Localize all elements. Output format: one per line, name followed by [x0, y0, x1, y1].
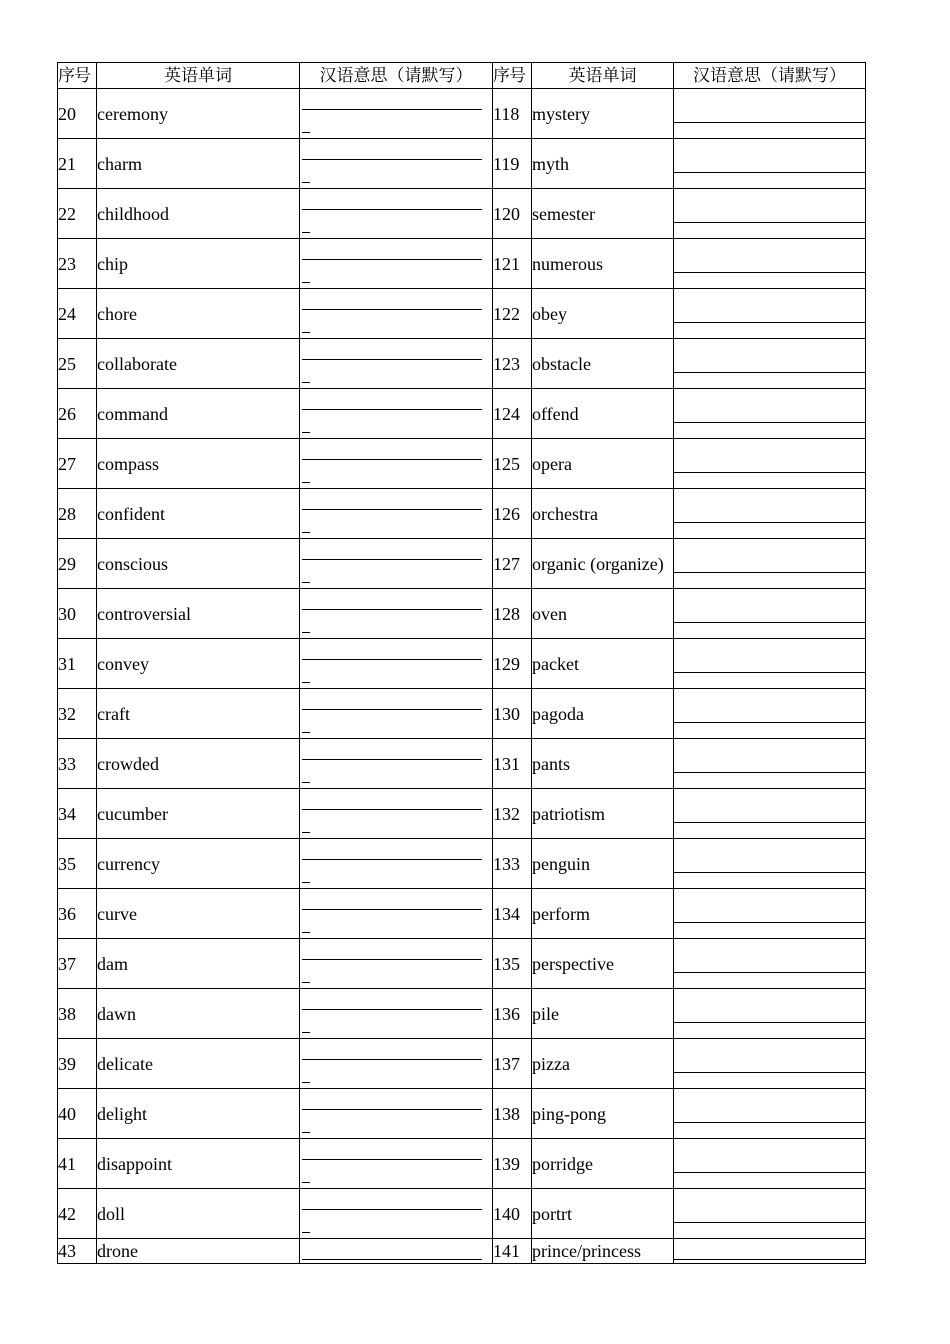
right-meaning-blank[interactable]: [674, 1239, 866, 1264]
right-number: 132: [493, 789, 532, 839]
left-number: 29: [58, 539, 97, 589]
answer-line: [302, 1059, 482, 1060]
left-number: 30: [58, 589, 97, 639]
answer-line: [302, 809, 482, 810]
answer-line: [674, 372, 865, 373]
right-meaning-blank[interactable]: [674, 639, 866, 689]
left-word: childhood: [97, 189, 300, 239]
answer-line: [302, 1032, 310, 1033]
right-meaning-blank[interactable]: [674, 289, 866, 339]
answer-line: [302, 109, 482, 110]
left-number: 33: [58, 739, 97, 789]
answer-line: [302, 1009, 482, 1010]
right-number: 131: [493, 739, 532, 789]
right-number: 139: [493, 1139, 532, 1189]
answer-line: [674, 622, 865, 623]
right-word: offend: [532, 389, 674, 439]
answer-line: [302, 1259, 482, 1260]
left-number: 35: [58, 839, 97, 889]
left-meaning-blank[interactable]: [300, 839, 493, 889]
header-word-left: 英语单词: [97, 63, 300, 89]
right-word: perform: [532, 889, 674, 939]
answer-line: [302, 332, 310, 333]
answer-line: [674, 822, 865, 823]
right-number: 140: [493, 1189, 532, 1239]
header-meaning-left: 汉语意思（请默写）: [300, 63, 493, 89]
table-row: [58, 889, 866, 939]
answer-line: [302, 659, 482, 660]
left-word: dam: [97, 939, 300, 989]
right-word: pagoda: [532, 689, 674, 739]
right-number: 136: [493, 989, 532, 1039]
answer-line: [302, 1159, 482, 1160]
answer-line: [674, 1022, 865, 1023]
right-word: organic (organize): [532, 539, 674, 589]
left-number: 39: [58, 1039, 97, 1089]
right-number: 130: [493, 689, 532, 739]
answer-line: [302, 582, 310, 583]
answer-line: [302, 459, 482, 460]
left-word: command: [97, 389, 300, 439]
answer-line: [302, 682, 310, 683]
answer-line: [302, 432, 310, 433]
left-meaning-blank[interactable]: [300, 139, 493, 189]
right-meaning-blank[interactable]: [674, 139, 866, 189]
right-meaning-blank[interactable]: [674, 489, 866, 539]
table-row: [58, 339, 866, 389]
right-number: 119: [493, 139, 532, 189]
answer-line: [674, 572, 865, 573]
right-word: patriotism: [532, 789, 674, 839]
right-number: 120: [493, 189, 532, 239]
right-meaning-blank[interactable]: [674, 1089, 866, 1139]
answer-line: [674, 772, 865, 773]
answer-line: [674, 422, 865, 423]
left-number: 40: [58, 1089, 97, 1139]
answer-line: [674, 122, 865, 123]
right-word: obey: [532, 289, 674, 339]
right-word: packet: [532, 639, 674, 689]
right-meaning-blank[interactable]: [674, 439, 866, 489]
table-row: [58, 739, 866, 789]
table-row: [58, 689, 866, 739]
header-num-right: 序号: [493, 63, 532, 89]
left-number: 26: [58, 389, 97, 439]
right-meaning-blank[interactable]: [674, 589, 866, 639]
right-word: perspective: [532, 939, 674, 989]
table-row: [58, 139, 866, 189]
left-word: cucumber: [97, 789, 300, 839]
left-meaning-blank[interactable]: [300, 789, 493, 839]
right-number: 118: [493, 89, 532, 139]
right-word: pile: [532, 989, 674, 1039]
left-word: chore: [97, 289, 300, 339]
answer-line: [302, 382, 310, 383]
right-word: porridge: [532, 1139, 674, 1189]
right-meaning-blank[interactable]: [674, 89, 866, 139]
answer-line: [302, 959, 482, 960]
left-meaning-blank[interactable]: [300, 1189, 493, 1239]
answer-line: [302, 482, 310, 483]
answer-line: [674, 172, 865, 173]
left-word: drone: [97, 1239, 300, 1264]
left-number: 38: [58, 989, 97, 1039]
left-meaning-blank[interactable]: [300, 689, 493, 739]
header-num-left: 序号: [58, 63, 97, 89]
right-number: 134: [493, 889, 532, 939]
table-row: [58, 1239, 866, 1264]
right-number: 122: [493, 289, 532, 339]
left-word: ceremony: [97, 89, 300, 139]
right-word: mystery: [532, 89, 674, 139]
right-number: 126: [493, 489, 532, 539]
answer-line: [674, 872, 865, 873]
answer-line: [674, 322, 865, 323]
answer-line: [302, 859, 482, 860]
right-number: 133: [493, 839, 532, 889]
left-number: 37: [58, 939, 97, 989]
answer-line: [674, 472, 865, 473]
right-meaning-blank[interactable]: [674, 1189, 866, 1239]
right-meaning-blank[interactable]: [674, 239, 866, 289]
right-meaning-blank[interactable]: [674, 689, 866, 739]
left-number: 28: [58, 489, 97, 539]
table-row: [58, 239, 866, 289]
right-word: pants: [532, 739, 674, 789]
left-number: 23: [58, 239, 97, 289]
answer-line: [674, 522, 865, 523]
answer-line: [302, 559, 482, 560]
answer-line: [302, 632, 310, 633]
table-row: [58, 789, 866, 839]
answer-line: [302, 1232, 310, 1233]
answer-line: [674, 222, 865, 223]
left-word: collaborate: [97, 339, 300, 389]
answer-line: [674, 972, 865, 973]
left-number: 31: [58, 639, 97, 689]
left-meaning-blank[interactable]: [300, 639, 493, 689]
table-row: [58, 539, 866, 589]
left-meaning-blank[interactable]: [300, 889, 493, 939]
right-meaning-blank[interactable]: [674, 1139, 866, 1189]
table-row: [58, 439, 866, 489]
right-word: oven: [532, 589, 674, 639]
right-word: myth: [532, 139, 674, 189]
table-row: [58, 389, 866, 439]
answer-line: [674, 1259, 865, 1260]
left-word: delicate: [97, 1039, 300, 1089]
table-row: [58, 989, 866, 1039]
table-row: [58, 1139, 866, 1189]
left-meaning-blank[interactable]: [300, 489, 493, 539]
right-word: portrt: [532, 1189, 674, 1239]
right-meaning-blank[interactable]: [674, 739, 866, 789]
answer-line: [302, 359, 482, 360]
left-number: 34: [58, 789, 97, 839]
left-meaning-blank[interactable]: [300, 939, 493, 989]
vocabulary-table: [57, 62, 866, 1264]
right-meaning-blank[interactable]: [674, 189, 866, 239]
answer-line: [302, 1209, 482, 1210]
answer-line: [674, 722, 865, 723]
header-row: [58, 63, 866, 89]
left-word: controversial: [97, 589, 300, 639]
left-number: 24: [58, 289, 97, 339]
right-number: 124: [493, 389, 532, 439]
answer-line: [302, 1182, 310, 1183]
right-meaning-blank[interactable]: [674, 389, 866, 439]
left-number: 27: [58, 439, 97, 489]
left-number: 21: [58, 139, 97, 189]
left-meaning-blank[interactable]: [300, 439, 493, 489]
table-row: [58, 1039, 866, 1089]
answer-line: [302, 309, 482, 310]
right-meaning-blank[interactable]: [674, 789, 866, 839]
answer-line: [674, 672, 865, 673]
left-word: disappoint: [97, 1139, 300, 1189]
answer-line: [302, 932, 310, 933]
right-number: 127: [493, 539, 532, 589]
answer-line: [302, 209, 482, 210]
left-number: 42: [58, 1189, 97, 1239]
left-number: 20: [58, 89, 97, 139]
answer-line: [302, 982, 310, 983]
right-number: 137: [493, 1039, 532, 1089]
left-word: charm: [97, 139, 300, 189]
left-meaning-blank[interactable]: [300, 539, 493, 589]
table-row: [58, 289, 866, 339]
answer-line: [302, 409, 482, 410]
left-word: confident: [97, 489, 300, 539]
answer-line: [674, 272, 865, 273]
right-word: ping-pong: [532, 1089, 674, 1139]
answer-line: [302, 282, 310, 283]
table-row: [58, 589, 866, 639]
left-word: conscious: [97, 539, 300, 589]
left-meaning-blank[interactable]: [300, 189, 493, 239]
left-number: 22: [58, 189, 97, 239]
right-word: penguin: [532, 839, 674, 889]
right-number: 125: [493, 439, 532, 489]
right-number: 128: [493, 589, 532, 639]
answer-line: [302, 609, 482, 610]
right-meaning-blank[interactable]: [674, 1039, 866, 1089]
answer-line: [302, 532, 310, 533]
left-word: compass: [97, 439, 300, 489]
right-word: semester: [532, 189, 674, 239]
left-meaning-blank[interactable]: [300, 989, 493, 1039]
right-meaning-blank[interactable]: [674, 839, 866, 889]
left-meaning-blank[interactable]: [300, 1239, 493, 1264]
answer-line: [302, 882, 310, 883]
right-meaning-blank[interactable]: [674, 539, 866, 589]
answer-line: [302, 232, 310, 233]
answer-line: [302, 832, 310, 833]
left-meaning-blank[interactable]: [300, 339, 493, 389]
left-meaning-blank[interactable]: [300, 289, 493, 339]
right-meaning-blank[interactable]: [674, 889, 866, 939]
answer-line: [674, 922, 865, 923]
answer-line: [302, 732, 310, 733]
table-row: [58, 1189, 866, 1239]
right-number: 138: [493, 1089, 532, 1139]
right-number: 141: [493, 1239, 532, 1264]
answer-line: [302, 759, 482, 760]
right-word: numerous: [532, 239, 674, 289]
answer-line: [302, 509, 482, 510]
left-number: 32: [58, 689, 97, 739]
left-meaning-blank[interactable]: [300, 589, 493, 639]
answer-line: [674, 1072, 865, 1073]
left-number: 43: [58, 1239, 97, 1264]
table-row: [58, 839, 866, 889]
left-meaning-blank[interactable]: [300, 1139, 493, 1189]
answer-line: [674, 1172, 865, 1173]
right-word: opera: [532, 439, 674, 489]
answer-line: [302, 132, 310, 133]
left-word: crowded: [97, 739, 300, 789]
right-meaning-blank[interactable]: [674, 939, 866, 989]
right-number: 123: [493, 339, 532, 389]
answer-line: [302, 1132, 310, 1133]
left-meaning-blank[interactable]: [300, 389, 493, 439]
left-word: curve: [97, 889, 300, 939]
table-row: [58, 639, 866, 689]
left-meaning-blank[interactable]: [300, 89, 493, 139]
answer-line: [674, 1122, 865, 1123]
header-word-right: 英语单词: [532, 63, 674, 89]
right-word: orchestra: [532, 489, 674, 539]
right-meaning-blank[interactable]: [674, 989, 866, 1039]
right-word: pizza: [532, 1039, 674, 1089]
right-word: obstacle: [532, 339, 674, 389]
right-number: 129: [493, 639, 532, 689]
answer-line: [302, 1082, 310, 1083]
answer-line: [302, 259, 482, 260]
right-number: 121: [493, 239, 532, 289]
answer-line: [302, 709, 482, 710]
answer-line: [302, 782, 310, 783]
answer-line: [302, 159, 482, 160]
left-word: delight: [97, 1089, 300, 1139]
left-number: 25: [58, 339, 97, 389]
header-meaning-right: 汉语意思（请默写）: [674, 63, 866, 89]
left-word: doll: [97, 1189, 300, 1239]
left-word: craft: [97, 689, 300, 739]
table-row: [58, 89, 866, 139]
left-word: chip: [97, 239, 300, 289]
left-word: currency: [97, 839, 300, 889]
right-meaning-blank[interactable]: [674, 339, 866, 389]
table-row: [58, 189, 866, 239]
table-row: [58, 1089, 866, 1139]
right-word: prince/princess: [532, 1239, 674, 1264]
left-number: 41: [58, 1139, 97, 1189]
left-meaning-blank[interactable]: [300, 239, 493, 289]
answer-line: [674, 1222, 865, 1223]
left-word: convey: [97, 639, 300, 689]
left-word: dawn: [97, 989, 300, 1039]
table-row: [58, 939, 866, 989]
answer-line: [302, 909, 482, 910]
left-meaning-blank[interactable]: [300, 1089, 493, 1139]
left-number: 36: [58, 889, 97, 939]
left-meaning-blank[interactable]: [300, 739, 493, 789]
left-meaning-blank[interactable]: [300, 1039, 493, 1089]
right-number: 135: [493, 939, 532, 989]
table-row: [58, 489, 866, 539]
answer-line: [302, 1109, 482, 1110]
answer-line: [302, 182, 310, 183]
